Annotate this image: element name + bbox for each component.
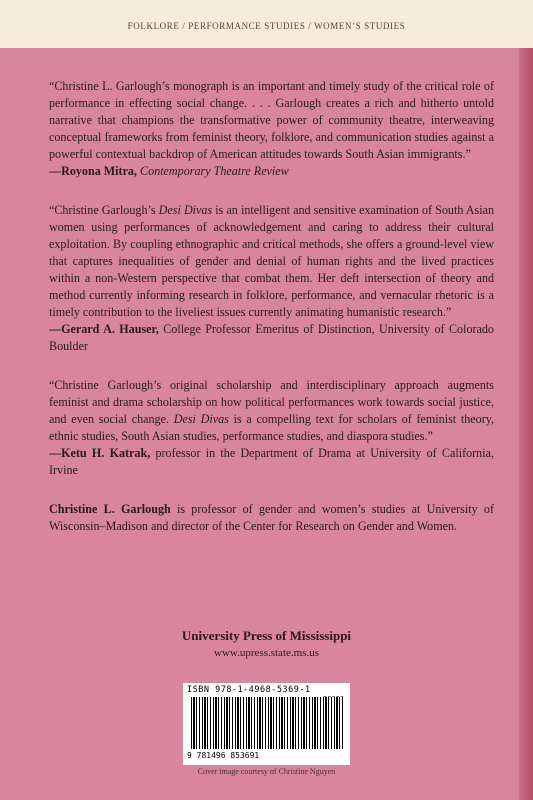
review-2-book-title: Desi Divas xyxy=(158,203,213,217)
review-2-attribution xyxy=(49,321,494,355)
review-2 xyxy=(49,202,494,355)
review-1-text: “Christine L. Garlough’s monograph is an important and timely study of the critical role of performance in effecting social change. . . . Garlough creates a rich and hitherto untold narrative that champions the transformative power of community theatre, interweaving conceptual frameworks from feminist theory, folklore, and communication studies against a powerful contextual backdrop of American attitudes towards South Asian immigrants.” xyxy=(49,79,494,161)
review-2-text-after: is an intelligent and sensitive examination of South Asian women using performances of acknowledgement and caring to address their cultural exploitation. By coupling ethnographic and critical methods, she offers a ground-level view that captures inequalities of gender and denial of human rights and the lived practices within a non-Western perspective that combat them. Her deft intersection of theory and method currently informing research in folklore, performance, and vernacular rhetoric is a timely contribution to the liveliest issues currently animating humanistic research.” xyxy=(49,203,495,319)
review-2-author: —Gerard A. Hauser, xyxy=(49,322,159,336)
series-header xyxy=(0,0,533,48)
review-3-affiliation: professor in the Department of Drama at University of California, Irvine xyxy=(49,446,494,477)
review-1-attribution xyxy=(49,163,494,180)
review-3-attribution xyxy=(49,445,494,479)
spine-edge xyxy=(519,48,533,800)
review-1 xyxy=(49,78,494,180)
series-label: FOLKLORE / PERFORMANCE STUDIES / WOMEN’S STUDIES xyxy=(127,21,406,31)
back-cover-text xyxy=(49,78,494,535)
review-2-text xyxy=(49,202,494,321)
review-3 xyxy=(49,377,494,479)
review-2-affiliation: College Professor Emeritus of Distinction, University of Colorado Boulder xyxy=(49,322,494,353)
bio-text: is professor of gender and women’s studies at University of Wisconsin–Madison and director of the Center for Research on Gender and Women. xyxy=(49,502,494,533)
barcode-bars xyxy=(191,697,344,749)
isbn-number: ISBN 978-1-4968-5369-1 xyxy=(187,685,311,695)
isbn-label xyxy=(187,685,311,695)
publisher-block xyxy=(0,628,533,659)
review-3-book-title: Desi Divas xyxy=(173,412,229,426)
author-bio xyxy=(49,501,494,535)
review-1-source: Contemporary Theatre Review xyxy=(137,164,289,178)
review-3-text-after: is a compelling text for scholars of feminist theory, ethnic studies, South Asian studies, performance studies, and diaspora studies.” xyxy=(49,412,495,443)
isbn-barcode xyxy=(183,683,350,765)
review-2-text-before: “Christine Garlough’s xyxy=(49,203,159,217)
review-3-author: —Ketu H. Katrak, xyxy=(49,446,151,460)
barcode-number: 9 781496 853691 xyxy=(187,751,260,760)
cover-credit: Cover image courtesy of Christine Nguyen xyxy=(197,767,336,776)
review-3-text-before: “Christine Garlough’s original scholarship and interdisciplinary approach augments feminist and drama scholarship on how political performances work towards social justice, and even social change. xyxy=(49,378,494,426)
bio-author-name: Christine L. Garlough xyxy=(49,502,171,516)
publisher-url: www.upress.state.ms.us xyxy=(214,647,319,659)
review-3-text xyxy=(49,377,494,445)
publisher-name: University Press of Mississippi xyxy=(181,628,352,643)
review-1-author: —Royona Mitra, xyxy=(49,164,138,178)
